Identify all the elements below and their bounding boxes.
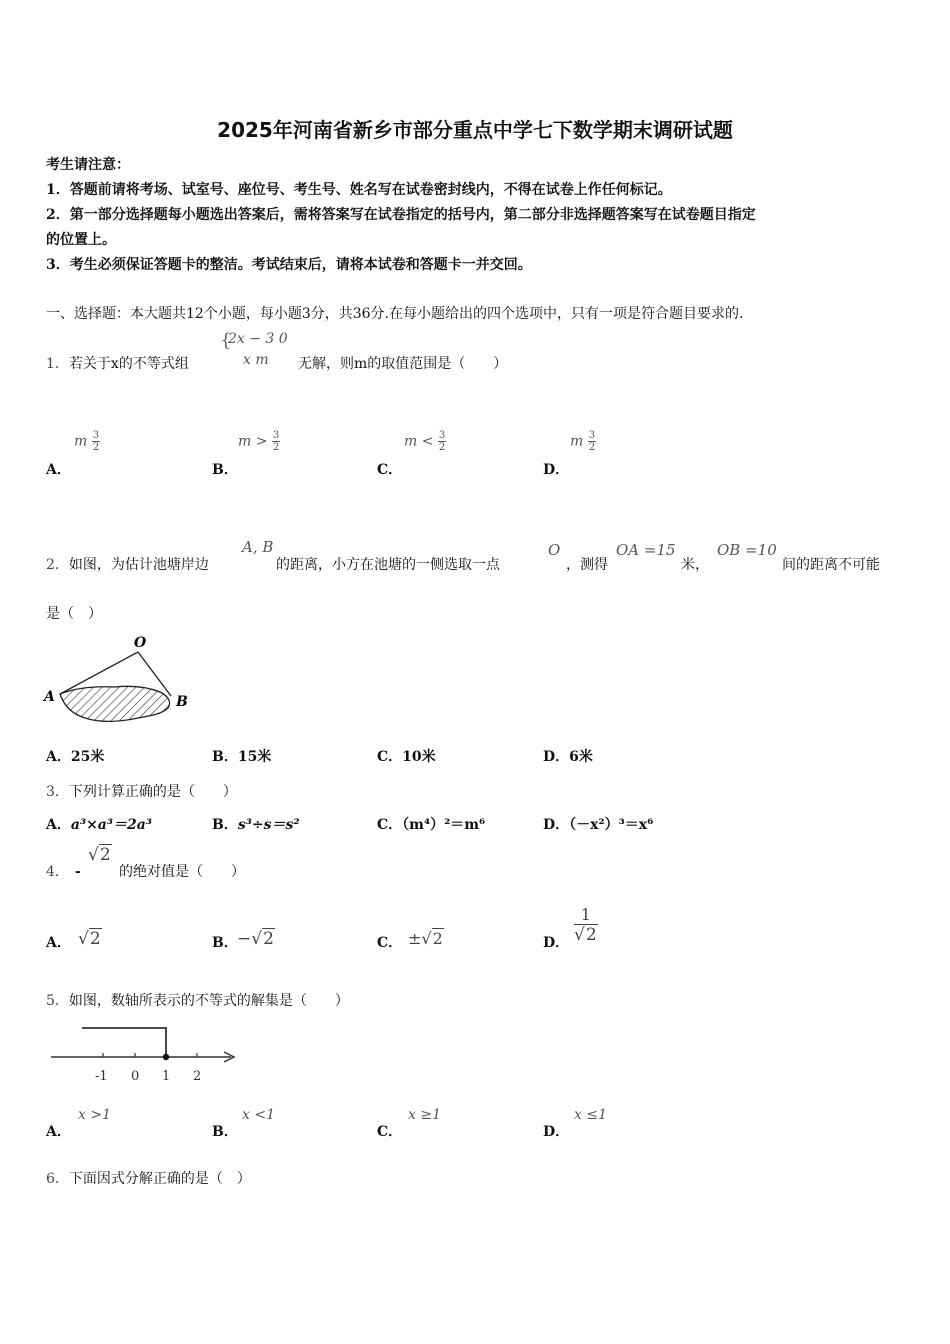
question-1	[46, 353, 189, 373]
question-text: 是（ ）	[46, 606, 102, 622]
question-4: 4． -	[46, 864, 81, 880]
math-oa: OA =15	[616, 541, 676, 559]
notice-item: 3．考生必须保证答题卡的整洁。考试结束后，请将本试卷和答题卡一并交回。	[46, 257, 532, 273]
page-title: 2025年河南省新乡市部分重点中学七下数学期末调研试题	[217, 118, 733, 142]
question-5	[46, 990, 349, 1010]
pond-shape	[60, 686, 170, 721]
question-6	[46, 1168, 251, 1188]
option-a-math: m $\frac{3}{2}$	[74, 430, 100, 453]
option-b[interactable]: B．	[212, 462, 238, 478]
option-a[interactable]: A．25米	[46, 749, 105, 765]
tick-label: 1	[162, 1069, 171, 1084]
pond-figure	[40, 630, 200, 730]
solution-ray	[82, 1028, 166, 1057]
question-number: 1．	[46, 356, 69, 372]
math-ab: A, B	[242, 538, 274, 556]
question-number: 5．	[46, 993, 69, 1009]
question-number: 4．	[46, 864, 69, 880]
label-o: O	[134, 635, 147, 651]
system-line-2: x m	[243, 352, 269, 368]
option-c-math: m < $\frac{3}{2}$	[404, 430, 446, 453]
tick-label: 0	[131, 1069, 140, 1084]
notice-item: 1．答题前请将考场、试室号、座位号、考生号、姓名写在试卷密封线内，不得在试卷上作任何标记。	[46, 182, 672, 198]
option-d[interactable]: D．（－x²）³＝x⁶	[543, 817, 654, 833]
option-d[interactable]: D．	[543, 1124, 570, 1140]
label-b: B	[176, 694, 188, 710]
number-line	[46, 1020, 246, 1090]
option-c[interactable]: C．10米	[377, 749, 436, 765]
question-number: 6．	[46, 1171, 69, 1187]
math-o: O	[548, 541, 561, 559]
question-text: 米，	[681, 557, 709, 573]
question-text: 无解，则m的取值范围是（ ）	[298, 356, 508, 372]
system-line-1: 2x − 3 0	[228, 331, 288, 347]
math-ob: OB =10	[717, 541, 777, 559]
question-text: 的绝对值是（ ）	[119, 864, 245, 880]
option-b[interactable]: B．	[212, 935, 238, 951]
brace-icon: {	[220, 330, 232, 351]
question-text: 间的距离不可能	[782, 557, 880, 573]
question-number: 2．	[46, 557, 69, 573]
option-b[interactable]: B．	[212, 1124, 238, 1140]
option-b[interactable]: B．s³÷s＝s²	[212, 817, 300, 833]
notice-item: 的位置上。	[46, 232, 116, 248]
option-d-math: 1 √2	[574, 905, 597, 945]
option-d[interactable]: D．	[543, 935, 570, 951]
option-a[interactable]: A．	[46, 935, 71, 951]
option-a-math: √2	[78, 929, 101, 949]
option-d[interactable]: D．6米	[543, 749, 593, 765]
option-c[interactable]: C．（m⁴）²＝m⁶	[377, 817, 486, 833]
option-d-math: m $\frac{3}{2}$	[570, 430, 596, 453]
question-number: 3．	[46, 784, 69, 800]
option-b-math: m > $\frac{3}{2}$	[238, 430, 280, 453]
solid-point	[163, 1054, 169, 1060]
option-a[interactable]: A．a³×a³＝2a³	[46, 817, 152, 833]
section-heading: 一、选择题：本大题共12个小题，每小题3分，共36分.在每小题给出的四个选项中，只有一项是符合题目要求的.	[46, 306, 744, 322]
tick-label: 2	[193, 1069, 202, 1084]
option-c-math: x ≥1	[408, 1107, 441, 1123]
notice-item: 2．第一部分选择题每小题选出答案后，需将答案写在试卷指定的括号内，第二部分非选择题答案写在试卷题目指定	[46, 207, 756, 223]
tick-label: -1	[95, 1069, 108, 1084]
question-text: ，测得	[566, 557, 608, 573]
option-d[interactable]: D．	[543, 462, 570, 478]
question-text: 若关于x的不等式组	[68, 356, 189, 372]
option-a-math: x >1	[78, 1107, 111, 1123]
question-text: 下列计算正确的是（ ）	[68, 784, 237, 800]
option-a[interactable]: A．	[46, 1124, 71, 1140]
option-d-math: x ≤1	[574, 1107, 607, 1123]
notice-heading: 考生请注意：	[46, 157, 130, 173]
option-b[interactable]: B．15米	[212, 749, 272, 765]
option-c[interactable]: C．	[377, 1124, 403, 1140]
question-3	[46, 781, 237, 801]
label-a: A	[44, 689, 55, 705]
question-text: 如图，数轴所表示的不等式的解集是（ ）	[68, 993, 349, 1009]
question-text: 如图，为估计池塘岸边	[68, 557, 209, 573]
option-c[interactable]: C．	[377, 935, 403, 951]
question-2	[46, 554, 209, 574]
sqrt-2: √2	[88, 845, 111, 865]
option-b-math: −√2	[237, 929, 274, 949]
option-a[interactable]: A．	[46, 462, 71, 478]
question-text: 的距离，小方在池塘的一侧选取一点	[276, 557, 500, 573]
question-text: 下面因式分解正确的是（ ）	[68, 1171, 251, 1187]
option-c-math: ±√2	[408, 929, 443, 948]
option-b-math: x <1	[242, 1107, 275, 1123]
option-c[interactable]: C．	[377, 462, 403, 478]
